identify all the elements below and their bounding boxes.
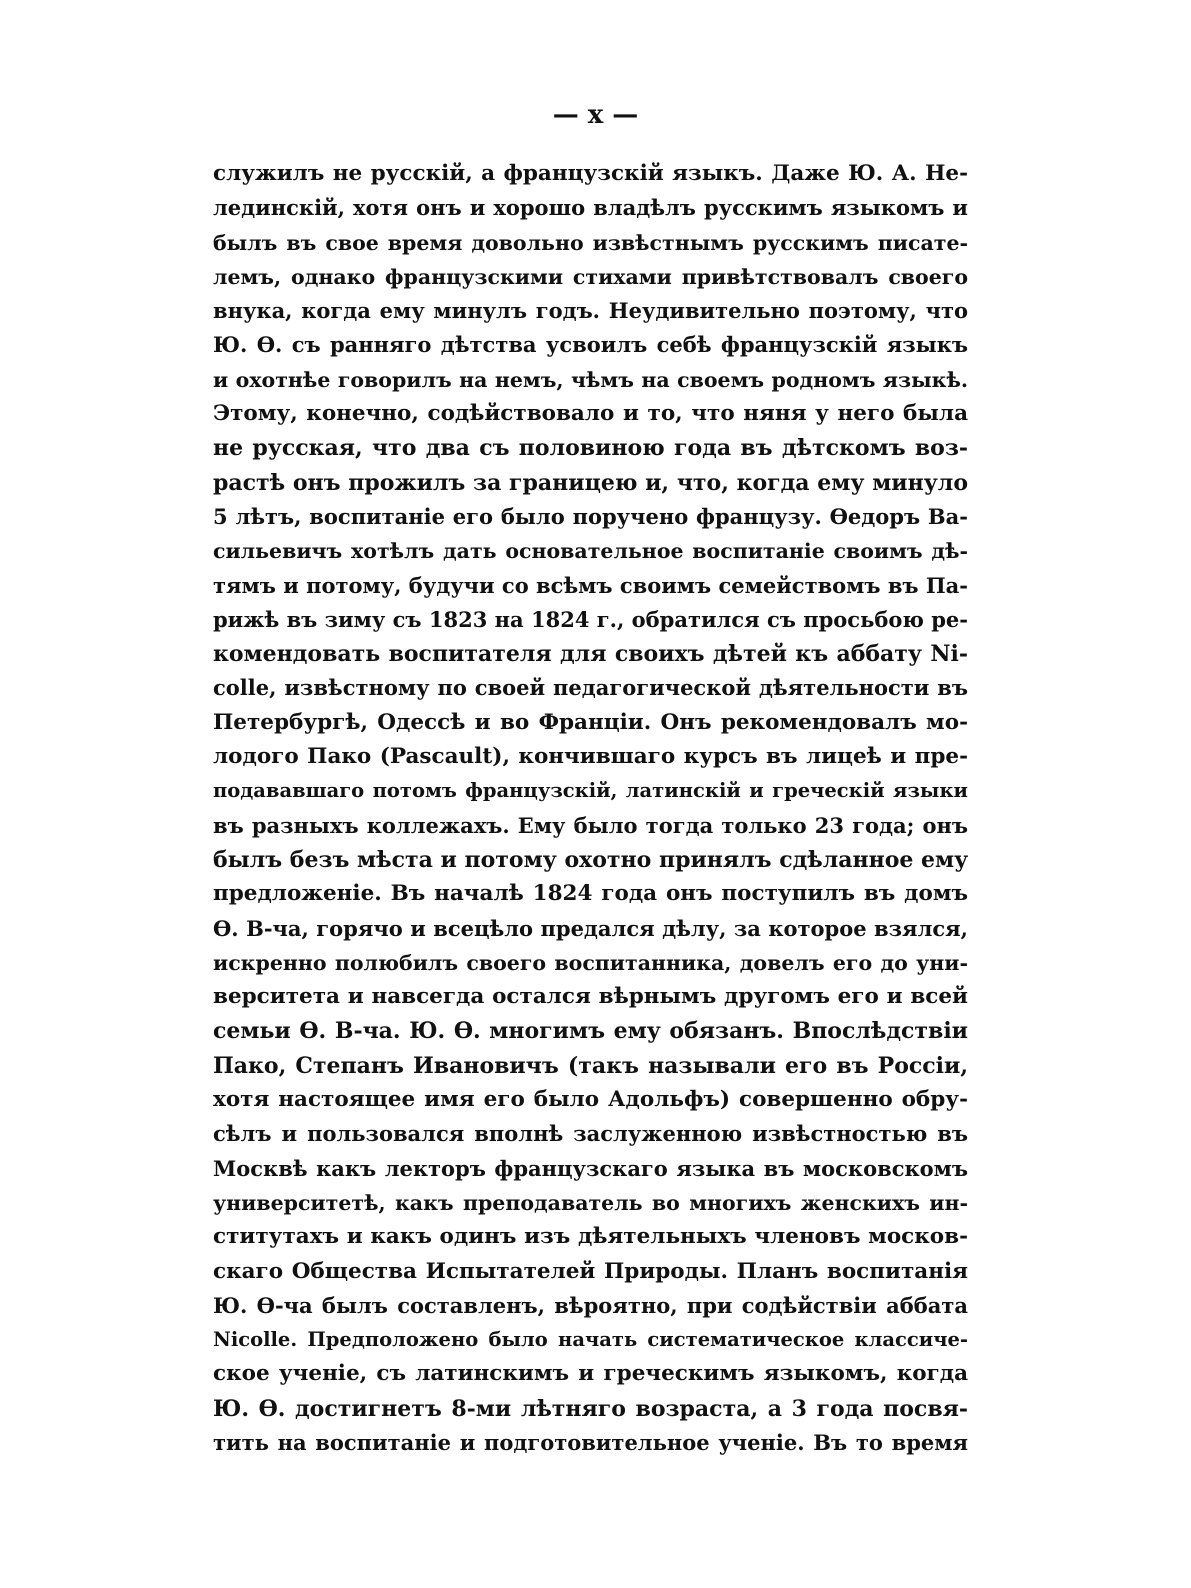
text-line: тить на воспитаніе и подготовительное ученіе. Въ то время — [213, 1429, 968, 1455]
text-line: и охотнѣе говорилъ на немъ, чѣмъ на своемъ родномъ языкѣ. — [213, 367, 968, 392]
text-line: лодого Пако (Pascault), кончившаго курсъ въ лицеѣ и пре- — [213, 744, 968, 770]
text-line: Ю. Ѳ. достигнетъ 8-ми лѣтняго возраста, а 3 года посвя- — [213, 1395, 968, 1422]
text-line: внука, когда ему минулъ годъ. Неудивительно поэтому, что — [213, 298, 968, 324]
text-line: семьи Ѳ. В-ча. Ю. Ѳ. многимъ ему обязанъ. Впослѣдствіи — [213, 1018, 968, 1045]
text-line: хотя настоящее имя его было Адольфъ) совершенно обру- — [213, 1087, 968, 1113]
text-line: Ю. Ѳ. съ ранняго дѣтства усвоилъ себѣ французскій языкъ — [213, 332, 968, 358]
text-line: рижѣ въ зиму съ 1823 на 1824 г., обратился съ просьбою ре- — [213, 606, 968, 632]
text-line: былъ безъ мѣста и потому охотно принялъ сдѣланное ему — [213, 846, 968, 873]
text-line: Москвѣ какъ лекторъ французскаго языка въ московскомъ — [213, 1155, 968, 1181]
text-line: Петербургѣ, Одессѣ и во Франціи. Онъ рекомендовалъ мо- — [213, 709, 968, 735]
text-line: въ разныхъ коллежахъ. Ему было тогда только 23 года; онъ — [213, 812, 968, 838]
text-line: сильевичъ хотѣлъ дать основательное воспитаніе своимъ дѣ- — [213, 539, 968, 564]
text-line: тямъ и потому, будучи со всѣмъ своимъ семействомъ въ Па- — [213, 572, 968, 598]
text-line: верситета и навсегда остался вѣрнымъ другомъ его и всей — [213, 984, 968, 1010]
text-line: служилъ не русскій, а французскій языкъ. Даже Ю. А. Не- — [213, 161, 968, 186]
text-line: ское ученіе, съ латинскимъ и греческимъ языкомъ, когда — [213, 1361, 968, 1387]
text-line: Этому, конечно, содѣйствовало и то, что няня у него была — [213, 401, 968, 427]
text-line: университетѣ, какъ преподаватель во многихъ женскихъ ин- — [213, 1190, 968, 1215]
body-text — [213, 157, 968, 1460]
text-line: лединскій, хотя онъ и хорошо владѣлъ русскимъ языкомъ и — [213, 195, 968, 221]
text-line: лемъ, однако французскими стихами привѣтствовалъ своего — [213, 264, 968, 289]
text-line: не русская, что два съ половиною года въ дѣтскомъ воз- — [213, 435, 968, 462]
text-line: сѣлъ и пользовался вполнѣ заслуженною извѣстностью въ — [213, 1121, 968, 1147]
text-line: растѣ онъ прожилъ за границею и, что, когда ему минуло — [213, 469, 968, 496]
text-line: 5 лѣтъ, воспитаніе его было поручено французу. Ѳедоръ Ва- — [213, 503, 968, 529]
text-line: былъ въ свое время довольно извѣстнымъ русскимъ писате- — [213, 230, 968, 255]
text-line: скаго Общества Испытателей Природы. Планъ воспитанія — [213, 1258, 968, 1284]
text-line: Ѳ. В-ча, горячо и всецѣло предался дѣлу, за которое взялся, — [213, 915, 968, 941]
text-line: подававшаго потомъ французскій, латинскій и греческій языки — [213, 779, 968, 803]
text-line: Пако, Степанъ Ивановичъ (такъ называли его въ Россіи, — [213, 1052, 968, 1079]
text-line: предложеніе. Въ началѣ 1824 года онъ поступилъ въ домъ — [213, 881, 968, 907]
text-line: комендовать воспитателя для своихъ дѣтей къ аббату Ni- — [213, 641, 968, 668]
text-line: искренно полюбилъ своего воспитанника, довелъ его до уни- — [213, 950, 968, 975]
text-line: colle, извѣстному по своей педагогической дѣятельности въ — [213, 675, 968, 701]
page-number: — x — — [552, 100, 639, 130]
text-line: ститутахъ и какъ одинъ изъ дѣятельныхъ членовъ москов- — [213, 1224, 968, 1250]
text-line: Nicolle. Предположено было начать систематическое классиче- — [213, 1328, 968, 1352]
text-line: Ю. Ѳ-ча былъ составленъ, вѣроятно, при содѣйствіи аббата — [213, 1292, 968, 1318]
